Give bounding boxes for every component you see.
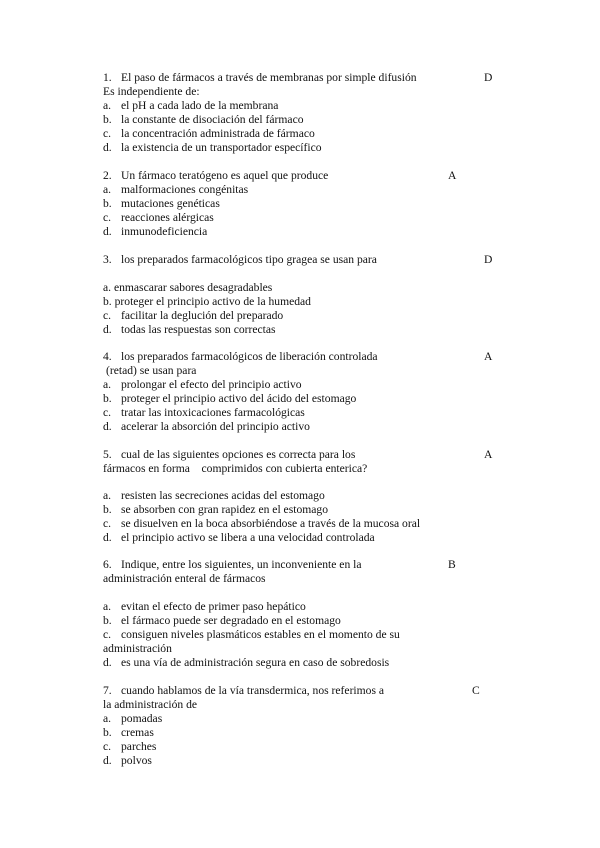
question-4-stem <box>103 350 378 364</box>
option-text: la concentración administrada de fármaco <box>121 127 315 140</box>
question-2-stem <box>103 169 328 183</box>
question-5-stem-line: fármacos en forma comprimidos con cubierta enterica? <box>103 462 368 475</box>
question-3-stem <box>103 253 377 267</box>
question-number: 2. <box>103 169 112 182</box>
option-letter: c. <box>103 740 112 753</box>
option-text: el fármaco puede ser degradado en el estomago <box>121 614 341 627</box>
option-letter: d. <box>103 225 112 238</box>
question-2-option-b <box>103 197 220 211</box>
question-6-option-a <box>103 600 306 614</box>
question-7-option-d <box>103 754 152 768</box>
option-letter: c. <box>103 628 112 641</box>
option-letter: c. <box>103 517 112 530</box>
option-letter: a. <box>103 489 112 502</box>
question-1-stem <box>103 71 417 85</box>
option-letter: d. <box>103 531 112 544</box>
question-4-stem-line: (retad) se usan para <box>106 364 197 377</box>
question-6-stem-line: administración enteral de fármacos <box>103 572 266 585</box>
question-number: 1. <box>103 71 112 84</box>
question-1-option-b <box>103 113 304 127</box>
question-6-option-c <box>103 628 400 642</box>
option-letter: c. <box>103 211 112 224</box>
option-text: la existencia de un transportador específico <box>121 141 322 154</box>
question-3-option-c <box>103 309 283 323</box>
question-4-option-b <box>103 392 356 406</box>
option-text: polvos <box>121 754 152 767</box>
question-3-answer: D <box>484 253 493 266</box>
question-number: 3. <box>103 253 112 266</box>
question-7-answer: C <box>472 684 480 697</box>
option-letter: d. <box>103 323 112 336</box>
question-1-option-c <box>103 127 315 141</box>
question-number: 5. <box>103 448 112 461</box>
question-1-option-d <box>103 141 322 155</box>
question-5-option-a <box>103 489 325 503</box>
question-3-option-b <box>103 295 311 309</box>
question-7-option-b <box>103 726 154 740</box>
question-1-option-a <box>103 99 278 113</box>
option-text: proteger el principio activo del ácido del estomago <box>121 392 357 405</box>
question-4-option-a <box>103 378 302 392</box>
question-5-option-d <box>103 531 375 545</box>
question-4-option-c <box>103 406 305 420</box>
option-text: se disuelven en la boca absorbiéndose a través de la mucosa oral <box>121 517 421 530</box>
option-text: el pH a cada lado de la membrana <box>121 99 279 112</box>
question-number: 7. <box>103 684 112 697</box>
option-letter: a. <box>103 281 112 294</box>
question-7-stem-line: la administración de <box>103 698 198 711</box>
option-letter: a. <box>103 99 112 112</box>
question-text: los preparados farmacológicos tipo gragea se usan para <box>121 253 377 266</box>
option-letter: b. <box>103 726 112 739</box>
option-letter: d. <box>103 420 112 433</box>
question-5-option-b <box>103 503 328 517</box>
option-text: el principio activo se libera a una velocidad controlada <box>121 531 375 544</box>
question-3-option-a <box>103 281 272 295</box>
option-text: malformaciones congénitas <box>121 183 249 196</box>
question-number: 4. <box>103 350 112 363</box>
question-text: cual de las siguientes opciones es correcta para los <box>121 448 356 461</box>
question-5-stem <box>103 448 355 462</box>
option-text: se absorben con gran rapidez en el estomago <box>121 503 328 516</box>
option-text: facilitar la deglución del preparado <box>121 309 284 322</box>
option-text: prolongar el efecto del principio activo <box>121 378 302 391</box>
option-text: pomadas <box>121 712 163 725</box>
question-number: 6. <box>103 558 112 571</box>
question-1-stem-line: Es independiente de: <box>103 85 200 98</box>
option-text: proteger el principio activo de la humedad <box>114 295 311 308</box>
option-text: inmunodeficiencia <box>121 225 208 238</box>
question-7-option-a <box>103 712 162 726</box>
option-text: reacciones alérgicas <box>121 211 214 224</box>
option-letter: a. <box>103 183 112 196</box>
question-6-stem <box>103 558 362 572</box>
question-2-option-d <box>103 225 207 239</box>
option-text: acelerar la absorción del principio activo <box>121 420 310 433</box>
option-letter: b. <box>103 113 112 126</box>
option-letter: d. <box>103 141 112 154</box>
question-text: cuando hablamos de la vía transdermica, nos referimos a <box>121 684 385 697</box>
question-6-answer: B <box>448 558 456 571</box>
question-6-option-c-continued: administración <box>103 642 172 655</box>
question-3-option-d <box>103 323 276 337</box>
option-letter: a. <box>103 378 112 391</box>
option-text: tratar las intoxicaciones farmacológicas <box>121 406 305 419</box>
question-text: Un fármaco teratógeno es aquel que produce <box>121 169 329 182</box>
question-text: Indique, entre los siguientes, un inconveniente en la <box>121 558 362 571</box>
question-2-answer: A <box>448 169 457 182</box>
question-1-answer: D <box>484 71 493 84</box>
option-letter: b. <box>103 392 112 405</box>
question-2-option-a <box>103 183 248 197</box>
question-5-option-c <box>103 517 420 531</box>
question-text: los preparados farmacológicos de liberación controlada <box>121 350 378 363</box>
question-7-stem <box>103 684 384 698</box>
option-letter: b. <box>103 295 112 308</box>
question-6-option-b <box>103 614 341 628</box>
option-letter: a. <box>103 712 112 725</box>
question-text: El paso de fármacos a través de membranas por simple difusión <box>121 71 417 84</box>
question-6-option-d <box>103 656 389 670</box>
option-text: parches <box>121 740 157 753</box>
option-text: es una vía de administración segura en caso de sobredosis <box>121 656 390 669</box>
option-text: enmascarar sabores desagradables <box>113 281 273 294</box>
option-letter: b. <box>103 197 112 210</box>
option-text: evitan el efecto de primer paso hepático <box>121 600 306 613</box>
option-letter: a. <box>103 600 112 613</box>
option-text: mutaciones genéticas <box>121 197 220 210</box>
option-text: consiguen niveles plasmáticos estables en el momento de su <box>121 628 400 641</box>
option-text: todas las respuestas son correctas <box>121 323 276 336</box>
question-4-option-d <box>103 420 310 434</box>
option-letter: c. <box>103 127 112 140</box>
option-letter: b. <box>103 503 112 516</box>
question-4-answer: A <box>484 350 493 363</box>
question-7-option-c <box>103 740 156 754</box>
option-text: la constante de disociación del fármaco <box>121 113 304 126</box>
question-2-option-c <box>103 211 214 225</box>
option-letter: c. <box>103 309 112 322</box>
option-text: resisten las secreciones acidas del estomago <box>121 489 325 502</box>
option-text: cremas <box>121 726 154 739</box>
option-letter: c. <box>103 406 112 419</box>
option-letter: d. <box>103 656 112 669</box>
question-5-answer: A <box>484 448 493 461</box>
option-letter: b. <box>103 614 112 627</box>
option-letter: d. <box>103 754 112 767</box>
